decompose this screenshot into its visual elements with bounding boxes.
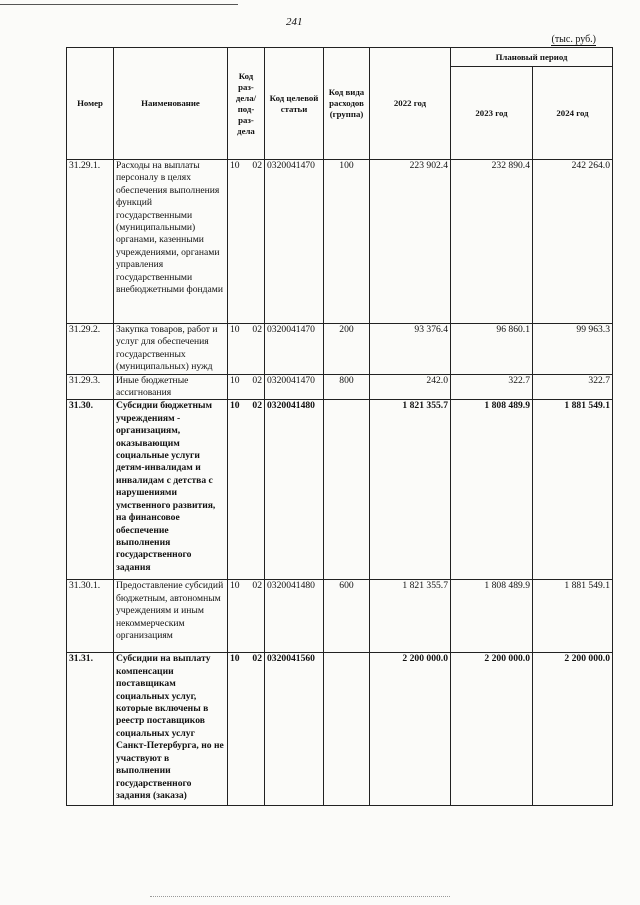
row-target-code: 0320041470 (265, 324, 324, 375)
row-razdel: 10 (230, 580, 240, 592)
row-amount-2024: 322.7 (533, 374, 613, 400)
row-target-code: 0320041470 (265, 160, 324, 324)
row-section-code (228, 324, 265, 375)
row-target-code: 0320041470 (265, 374, 324, 400)
row-razdel: 10 (230, 653, 240, 665)
row-podrazdel: 02 (252, 653, 262, 665)
row-name: Закупка товаров, работ и услуг для обеспечения государственных (муниципальных) нужд (114, 324, 228, 375)
row-type-code: 100 (324, 160, 370, 324)
row-name: Субсидии на выплату компенсации поставщикам социальных услуг, которые включены в реестр поставщиков социальных услуг Санкт-Петербурга, но не участвуют в выполнении государственного задания (заказа) (114, 653, 228, 806)
row-amount-2023: 232 890.4 (451, 160, 533, 324)
row-type-code (324, 653, 370, 806)
row-section-code (228, 374, 265, 400)
row-target-code: 0320041480 (265, 400, 324, 580)
row-amount-2023: 322.7 (451, 374, 533, 400)
row-razdel: 10 (230, 160, 240, 171)
units-label: (тыс. руб.) (551, 34, 596, 45)
row-amount-2024: 1 881 549.1 (533, 400, 613, 580)
budget-table (66, 47, 613, 806)
top-rule (0, 4, 238, 5)
row-section-code (228, 580, 265, 653)
row-type-code: 800 (324, 374, 370, 400)
table-row (67, 374, 613, 400)
row-podrazdel: 02 (252, 400, 262, 412)
table-row (67, 400, 613, 580)
row-amount-2024: 2 200 000.0 (533, 653, 613, 806)
row-podrazdel: 02 (252, 374, 262, 386)
row-podrazdel: 02 (252, 160, 262, 171)
row-target-code: 0320041480 (265, 580, 324, 653)
header-type-code: Код вида расходов (группа) (324, 48, 370, 160)
table-header (67, 48, 613, 160)
table-body (67, 160, 613, 806)
row-name: Расходы на выплаты персоналу в целях обеспечения выполнения функций государственными (муниципальными) органами, казенными учреждениями, органами управления государственными внебюджетными фондами (114, 160, 228, 324)
row-amount-2024: 1 881 549.1 (533, 580, 613, 653)
row-target-code: 0320041560 (265, 653, 324, 806)
row-number: 31.29.2. (67, 324, 114, 375)
row-name: Иные бюджетные ассигнования (114, 374, 228, 400)
row-name: Субсидии бюджетным учреждениям - организациям, оказывающим социальные услуги детям-инвалидам и инвалидам с детства с нарушениями умственного развития, на финансовое обеспечение выполнения государственного задания (114, 400, 228, 580)
row-amount-2022: 93 376.4 (370, 324, 451, 375)
row-amount-2022: 1 821 355.7 (370, 400, 451, 580)
header-section-code: Код раз-дела/ под-раз-дела (228, 48, 265, 160)
header-number: Номер (67, 48, 114, 160)
row-podrazdel: 02 (252, 324, 262, 335)
row-section-code (228, 400, 265, 580)
row-number: 31.29.3. (67, 374, 114, 400)
row-razdel: 10 (230, 324, 240, 335)
row-amount-2024: 99 963.3 (533, 324, 613, 375)
table-row (67, 653, 613, 806)
row-amount-2022: 242.0 (370, 374, 451, 400)
row-amount-2023: 2 200 000.0 (451, 653, 533, 806)
table-row (67, 160, 613, 324)
row-amount-2022: 1 821 355.7 (370, 580, 451, 653)
row-amount-2022: 2 200 000.0 (370, 653, 451, 806)
row-type-code (324, 400, 370, 580)
row-amount-2023: 1 808 489.9 (451, 580, 533, 653)
table-row (67, 580, 613, 653)
row-amount-2024: 242 264.0 (533, 160, 613, 324)
row-amount-2022: 223 902.4 (370, 160, 451, 324)
page-number: 241 (286, 16, 303, 28)
header-year-2022: 2022 год (370, 48, 451, 160)
row-number: 31.29.1. (67, 160, 114, 324)
row-number: 31.30.1. (67, 580, 114, 653)
header-name: Наименование (114, 48, 228, 160)
row-section-code (228, 160, 265, 324)
header-target-code: Код целевой статьи (265, 48, 324, 160)
row-podrazdel: 02 (252, 580, 262, 592)
footer-rule (150, 896, 450, 897)
row-razdel: 10 (230, 400, 240, 412)
table-row (67, 324, 613, 375)
row-type-code: 600 (324, 580, 370, 653)
row-name: Предоставление субсидий бюджетным, автономным учреждениям и иным некоммерческим организациям (114, 580, 228, 653)
row-type-code: 200 (324, 324, 370, 375)
row-number: 31.30. (67, 400, 114, 580)
header-year-2023: 2023 год (451, 67, 533, 160)
row-razdel: 10 (230, 374, 240, 386)
row-amount-2023: 96 860.1 (451, 324, 533, 375)
header-plan-period: Плановый период (451, 48, 613, 67)
row-section-code (228, 653, 265, 806)
header-year-2024: 2024 год (533, 67, 613, 160)
row-amount-2023: 1 808 489.9 (451, 400, 533, 580)
row-number: 31.31. (67, 653, 114, 806)
